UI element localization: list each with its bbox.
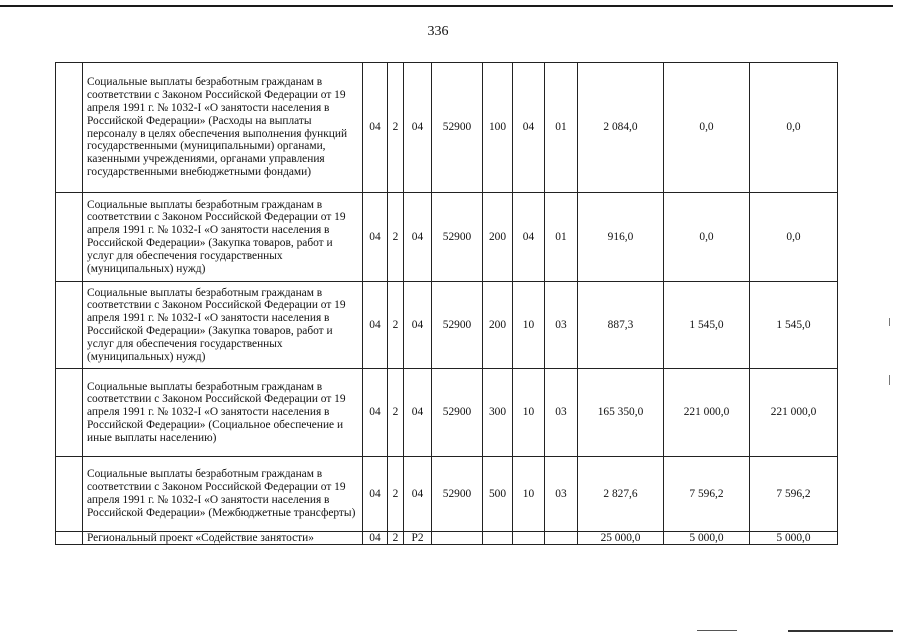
margin-mark bbox=[889, 375, 890, 385]
table-row bbox=[56, 369, 838, 457]
amount-cell: 1 545,0 bbox=[664, 282, 750, 369]
code-cell: 52900 bbox=[432, 63, 483, 193]
description-cell: Региональный проект «Содействие занятости» bbox=[83, 532, 363, 545]
amount-cell: 0,0 bbox=[664, 63, 750, 193]
code-cell: 300 bbox=[483, 369, 513, 457]
code-cell: 10 bbox=[513, 282, 545, 369]
amount-cell: 5 000,0 bbox=[750, 532, 838, 545]
table-row bbox=[56, 457, 838, 532]
code-cell: 2 bbox=[388, 369, 404, 457]
code-cell: 04 bbox=[513, 63, 545, 193]
code-cell: 200 bbox=[483, 282, 513, 369]
code-cell: 52900 bbox=[432, 457, 483, 532]
amount-cell: 0,0 bbox=[664, 193, 750, 282]
code-cell: 01 bbox=[545, 193, 578, 282]
code-cell: 2 bbox=[388, 63, 404, 193]
amount-cell: 7 596,2 bbox=[750, 457, 838, 532]
page-number: 336 bbox=[427, 24, 449, 39]
code-cell: 52900 bbox=[432, 369, 483, 457]
code-cell: 03 bbox=[545, 282, 578, 369]
code-cell: 03 bbox=[545, 457, 578, 532]
code-cell bbox=[432, 532, 483, 545]
code-cell: 10 bbox=[513, 369, 545, 457]
bottom-rule bbox=[697, 630, 737, 631]
row-index-cell bbox=[56, 369, 83, 457]
code-cell: 52900 bbox=[432, 193, 483, 282]
amount-cell: 916,0 bbox=[578, 193, 664, 282]
code-cell: P2 bbox=[404, 532, 432, 545]
top-border-rule bbox=[0, 5, 893, 7]
code-cell: 04 bbox=[363, 369, 388, 457]
row-index-cell bbox=[56, 282, 83, 369]
margin-mark bbox=[889, 318, 890, 326]
row-index-cell bbox=[56, 193, 83, 282]
table-row bbox=[56, 193, 838, 282]
amount-cell: 2 827,6 bbox=[578, 457, 664, 532]
code-cell: 10 bbox=[513, 457, 545, 532]
amount-cell: 887,3 bbox=[578, 282, 664, 369]
row-index-cell bbox=[56, 63, 83, 193]
code-cell: 04 bbox=[363, 193, 388, 282]
description-cell: Социальные выплаты безработным гражданам в соответствии с Законом Российской Федерации от 19 апреля 1991 г. № 1032-I «О занятости населения в Российской Федерации» (Расходы на выплаты персоналу в целях обеспечения выполнения функций государственными (муниципальными) органами, казенными учреждениями, органами управления государственными внебюджетными фондами) bbox=[83, 63, 363, 193]
code-cell: 04 bbox=[404, 457, 432, 532]
code-cell: 01 bbox=[545, 63, 578, 193]
code-cell: 200 bbox=[483, 193, 513, 282]
amount-cell: 221 000,0 bbox=[664, 369, 750, 457]
code-cell: 04 bbox=[363, 282, 388, 369]
code-cell: 04 bbox=[404, 282, 432, 369]
description-cell: Социальные выплаты безработным гражданам в соответствии с Законом Российской Федерации от 19 апреля 1991 г. № 1032-I «О занятости населения в Российской Федерации» (Закупка товаров, работ и услуг для обеспечения государственных (муниципальных) нужд) bbox=[83, 193, 363, 282]
bottom-rule bbox=[788, 630, 893, 632]
code-cell bbox=[483, 532, 513, 545]
code-cell: 04 bbox=[363, 457, 388, 532]
code-cell: 04 bbox=[404, 369, 432, 457]
code-cell: 100 bbox=[483, 63, 513, 193]
description-cell: Социальные выплаты безработным гражданам в соответствии с Законом Российской Федерации от 19 апреля 1991 г. № 1032-I «О занятости населения в Российской Федерации» (Закупка товаров, работ и услуг для обеспечения государственных (муниципальных) нужд) bbox=[83, 282, 363, 369]
row-index-cell bbox=[56, 457, 83, 532]
code-cell: 2 bbox=[388, 457, 404, 532]
description-cell: Социальные выплаты безработным гражданам в соответствии с Законом Российской Федерации от 19 апреля 1991 г. № 1032-I «О занятости населения в Российской Федерации» (Социальное обеспечение и иные выплаты населению) bbox=[83, 369, 363, 457]
code-cell bbox=[545, 532, 578, 545]
table-row bbox=[56, 63, 838, 193]
amount-cell: 1 545,0 bbox=[750, 282, 838, 369]
amount-cell: 25 000,0 bbox=[578, 532, 664, 545]
code-cell: 04 bbox=[404, 193, 432, 282]
code-cell: 2 bbox=[388, 282, 404, 369]
amount-cell: 5 000,0 bbox=[664, 532, 750, 545]
code-cell: 500 bbox=[483, 457, 513, 532]
table-row bbox=[56, 282, 838, 369]
code-cell: 04 bbox=[363, 63, 388, 193]
amount-cell: 2 084,0 bbox=[578, 63, 664, 193]
code-cell bbox=[513, 532, 545, 545]
amount-cell: 0,0 bbox=[750, 193, 838, 282]
code-cell: 2 bbox=[388, 193, 404, 282]
amount-cell: 0,0 bbox=[750, 63, 838, 193]
budget-table bbox=[55, 62, 838, 545]
code-cell: 04 bbox=[513, 193, 545, 282]
table-row bbox=[56, 532, 838, 545]
code-cell: 03 bbox=[545, 369, 578, 457]
amount-cell: 7 596,2 bbox=[664, 457, 750, 532]
amount-cell: 221 000,0 bbox=[750, 369, 838, 457]
row-index-cell bbox=[56, 532, 83, 545]
code-cell: 04 bbox=[363, 532, 388, 545]
code-cell: 2 bbox=[388, 532, 404, 545]
amount-cell: 165 350,0 bbox=[578, 369, 664, 457]
code-cell: 52900 bbox=[432, 282, 483, 369]
description-cell: Социальные выплаты безработным гражданам в соответствии с Законом Российской Федерации от 19 апреля 1991 г. № 1032-I «О занятости населения в Российской Федерации» (Межбюджетные трансферты) bbox=[83, 457, 363, 532]
code-cell: 04 bbox=[404, 63, 432, 193]
